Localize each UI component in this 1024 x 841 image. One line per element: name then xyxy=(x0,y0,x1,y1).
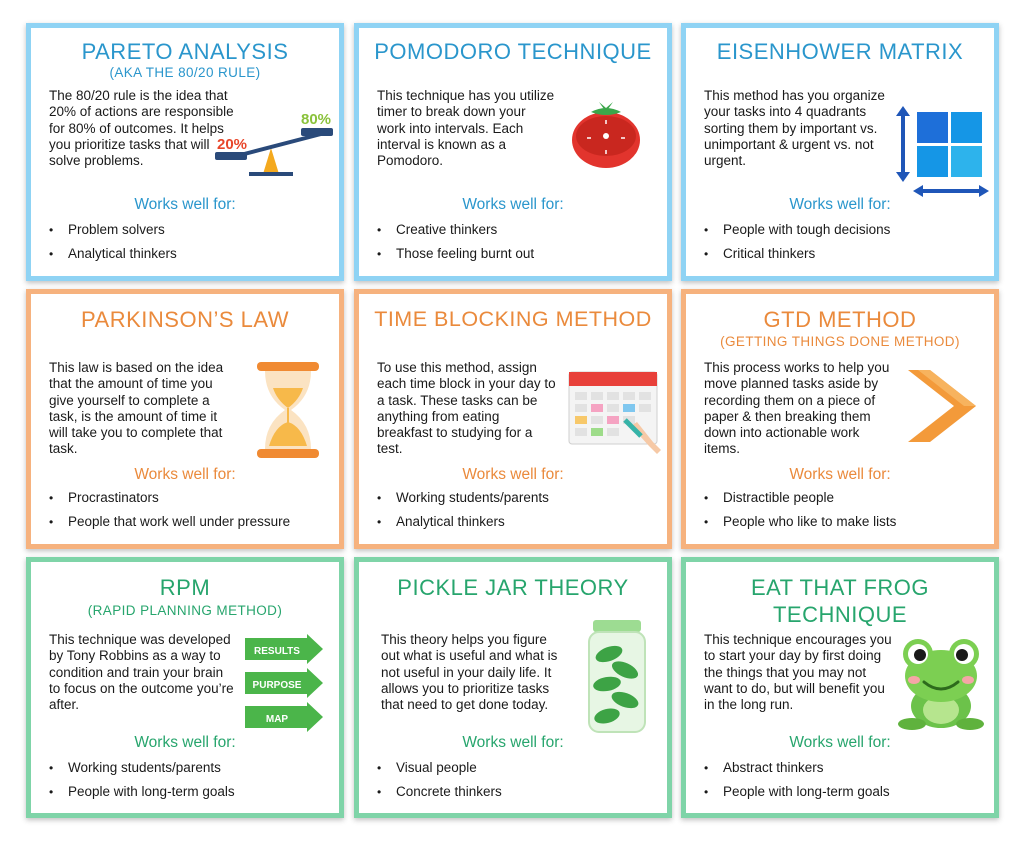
card-description: This technique has you utilize timer to break down your work into intervals. Each interval is known as a Pomodoro. xyxy=(377,88,555,169)
card-subtitle: (GETTING THINGS DONE METHOD) xyxy=(720,334,960,349)
works-well-label: Works well for: xyxy=(134,734,236,751)
purpose-label: PURPOSE xyxy=(252,680,302,691)
works-well-label: Works well for: xyxy=(134,466,236,483)
tomato-timer-icon xyxy=(569,98,643,172)
pareto-80-label: 80% xyxy=(301,111,332,128)
card-pareto-analysis xyxy=(26,23,344,281)
card-parkinsons-law xyxy=(26,289,344,549)
card-title: EISENHOWER MATRIX xyxy=(716,39,964,64)
frog-icon xyxy=(898,636,984,732)
card-subtitle: (AKA THE 80/20 RULE) xyxy=(109,65,261,80)
pareto-20-label: 20% xyxy=(217,136,248,153)
arrows-icon xyxy=(243,634,325,734)
card-eat-that-frog-technique xyxy=(681,557,999,818)
card-time-blocking-method xyxy=(354,289,672,549)
works-well-list xyxy=(704,486,896,534)
card-title: GTD METHOD xyxy=(763,307,917,332)
list-item: • Creative thinkers xyxy=(377,218,534,242)
map-label: MAP xyxy=(265,714,289,725)
card-subtitle: (RAPID PLANNING METHOD) xyxy=(87,603,283,618)
works-well-list xyxy=(704,756,890,804)
card-title: PARKINSON’S LAW xyxy=(81,307,289,332)
works-well-list xyxy=(377,756,502,804)
list-item: • Abstract thinkers xyxy=(704,756,890,780)
list-item: • Critical thinkers xyxy=(704,242,890,266)
works-well-label: Works well for: xyxy=(462,466,564,483)
card-title-line2: TECHNIQUE xyxy=(772,602,908,627)
card-title: TIME BLOCKING METHOD xyxy=(374,307,652,331)
card-description: The 80/20 rule is the idea that 20% of actions are responsible for 80% of outcomes. It helps you prioritize tasks that will solve problems. xyxy=(49,88,234,169)
card-title: PICKLE JAR THEORY xyxy=(397,575,629,600)
works-well-list xyxy=(49,218,177,266)
works-well-list xyxy=(49,486,290,534)
list-item: • Procrastinators xyxy=(49,486,290,510)
list-item: • Those feeling burnt out xyxy=(377,242,534,266)
list-item: • People with long-term goals xyxy=(49,780,235,804)
quadrant-matrix-icon xyxy=(891,106,991,198)
works-well-label: Works well for: xyxy=(789,734,891,751)
works-well-list xyxy=(49,756,235,804)
list-item: • Analytical thinkers xyxy=(49,242,177,266)
list-item: • People who like to make lists xyxy=(704,510,896,534)
works-well-label: Works well for: xyxy=(789,196,891,213)
card-description: This law is based on the idea that the amount of time you give yourself to complete a task, is the amount of time it will take you to complete that task. xyxy=(49,360,224,457)
card-pickle-jar-theory xyxy=(354,557,672,818)
card-title: EAT THAT FROG xyxy=(750,575,930,600)
calendar-icon xyxy=(567,370,663,456)
card-description: To use this method, assign each time block in your day to a task. These tasks can be anything from eating breakfast to studying for a test. xyxy=(377,360,556,457)
card-rpm xyxy=(26,557,344,818)
works-well-list xyxy=(704,218,890,266)
list-item: • Concrete thinkers xyxy=(377,780,502,804)
chevron-right-icon xyxy=(904,364,980,448)
list-item: • Problem solvers xyxy=(49,218,177,242)
card-description: This theory helps you figure out what is useful and what is not useful in your daily life. It allows you to prioritize tasks that need to get done today. xyxy=(381,632,558,713)
list-item: • Working students/parents xyxy=(49,756,235,780)
works-well-label: Works well for: xyxy=(462,734,564,751)
card-title: POMODORO TECHNIQUE xyxy=(374,39,652,64)
works-well-label: Works well for: xyxy=(462,196,564,213)
list-item: • People with long-term goals xyxy=(704,780,890,804)
works-well-label: Works well for: xyxy=(134,196,236,213)
list-item: • Analytical thinkers xyxy=(377,510,549,534)
hourglass-icon xyxy=(253,360,323,460)
card-description: This process works to help you move planned tasks aside by recording them on a piece of paper & then breaking them down into actionable work items. xyxy=(704,360,890,457)
works-well-list xyxy=(377,486,549,534)
list-item: • Working students/parents xyxy=(377,486,549,510)
balance-scale-icon xyxy=(209,106,339,181)
card-pomodoro-technique xyxy=(354,23,672,281)
results-label: RESULTS xyxy=(254,646,300,657)
works-well-label: Works well for: xyxy=(789,466,891,483)
list-item: • People that work well under pressure xyxy=(49,510,290,534)
list-item: • People with tough decisions xyxy=(704,218,890,242)
card-description: This technique was developed by Tony Robbins as a way to condition and train your brain to focus on the outcome you’re after. xyxy=(49,632,234,713)
card-title: PARETO ANALYSIS xyxy=(81,39,289,64)
card-description: This method has you organize your tasks into 4 quadrants sorting them by important vs. unimportant & urgent vs. not urgent. xyxy=(704,88,885,169)
list-item: • Distractible people xyxy=(704,486,896,510)
card-eisenhower-matrix xyxy=(681,23,999,281)
card-title: RPM xyxy=(159,575,211,600)
pickle-jar-icon xyxy=(585,618,649,734)
card-gtd-method xyxy=(681,289,999,549)
works-well-list xyxy=(377,218,534,266)
card-description: This technique encourages you to start your day by first doing the things that you may not want to do, but will benefit you in the long run. xyxy=(704,632,892,713)
list-item: • Visual people xyxy=(377,756,502,780)
